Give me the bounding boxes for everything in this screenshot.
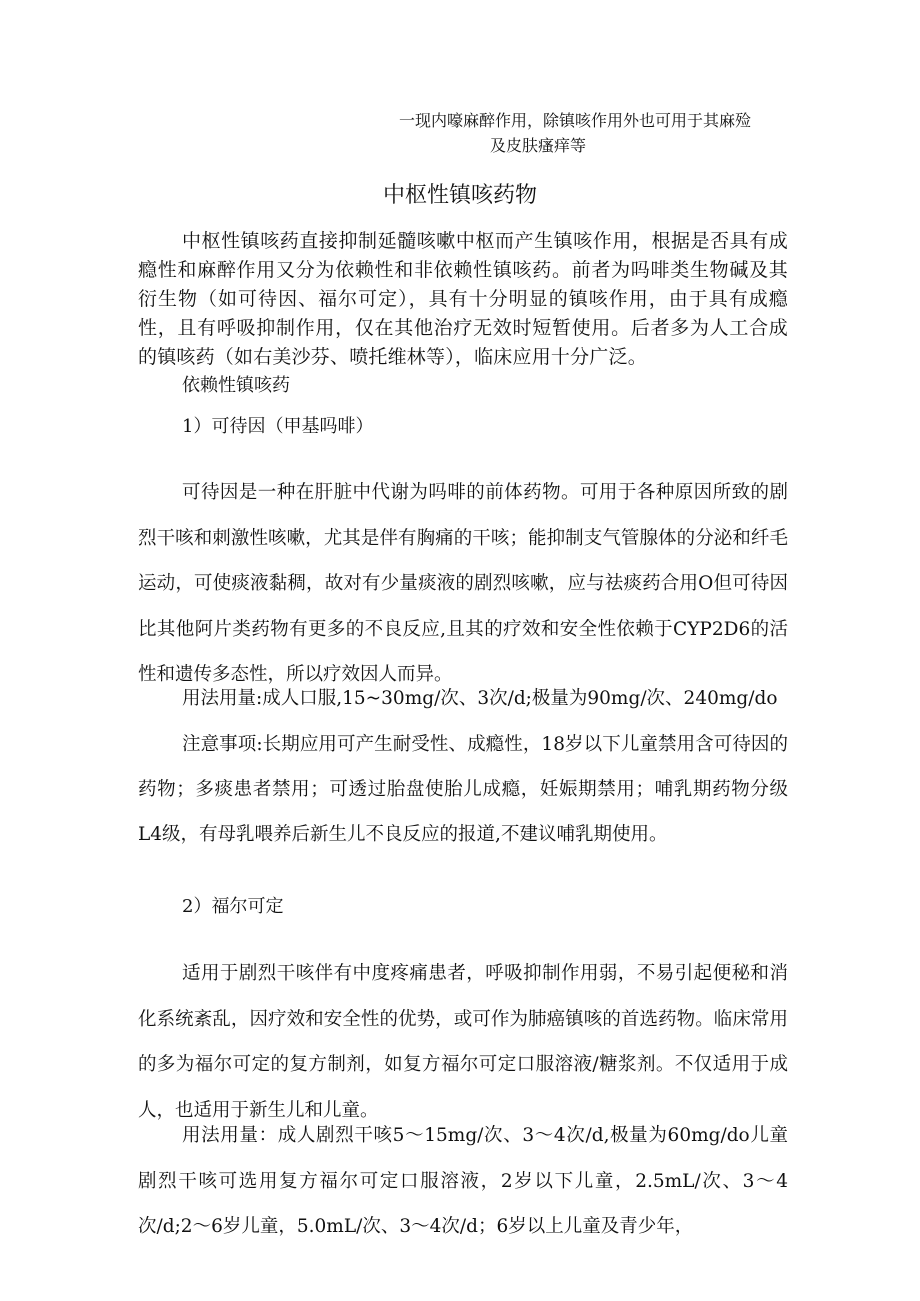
codeine-precautions: 注意事项:长期应用可产生耐受性、成瘾性，18岁以下儿童禁用含可待因的药物；多痰患者禁用；可透过胎盘使胎儿成瘾，妊娠期禁用；哺乳期药物分级L4级，有母乳喂养后新生儿不良反应的报道,不建议哺乳期使用。	[138, 734, 788, 845]
page-title: 中枢性镇咳药物	[382, 183, 537, 208]
intro-paragraph: 中枢性镇咳药直接抑制延髓咳嗽中枢而产生镇咳作用，根据是否具有成瘾性和麻醉作用又分为依赖性和非依赖性镇咳药。前者为吗啡类生物碱及其衍生物（如可待因、福尔可定），具有十分明显的镇咳作用，由于具有成瘾性，且有呼吸抑制作用，仅在其他治疗无效时短暂使用。后者多为人工合成的镇咳药（如右美沙芬、喷托维林等），临床应用十分广泛。	[138, 230, 788, 368]
codeine-dosage: 用法用量:成人口服,15~30mg/次、3次/d;极量为90mg/次、240mg/do	[182, 688, 778, 709]
pholcodine-description: 适用于剧烈干咳伴有中度疼痛患者，呼吸抑制作用弱，不易引起便秘和消化系统紊乱，因疗效和安全性的优势，或可作为肺癌镇咳的首选药物。临床常用的多为福尔可定的复方制剂，如复方福尔可定口服溶液/糖浆剂。不仅适用于成人，也适用于新生儿和儿童。	[138, 963, 788, 1121]
header-fragment-line2: 及皮肤瘙痒等	[490, 136, 587, 155]
header-fragment-line1: 一现内嚎麻醉作用，除镇咳作用外也可用于其麻殓	[399, 111, 752, 130]
drug-title-codeine: 1）可待因（甲基吗啡）	[182, 416, 374, 437]
drug-title-pholcodine: 2）福尔可定	[182, 896, 284, 917]
section-heading: 依赖性镇咳药	[182, 375, 290, 396]
codeine-description: 可待因是一种在肝脏中代谢为吗啡的前体药物。可用于各种原因所致的剧烈干咳和刺激性咳嗽，尤其是伴有胸痛的干咳；能抑制支气管腺体的分泌和纤毛运动，可使痰液黏稠，故对有少量痰液的剧烈咳嗽，应与祛痰药合用O但可待因比其他阿片类药物有更多的不良反应,且其的疗效和安全性依赖于CYP2D6的活性和遗传多态性，所以疗效因人而异。	[138, 482, 788, 686]
pholcodine-dosage: 用法用量：成人剧烈干咳5～15mg∕次、3～4次∕d,极量为60mg/do儿童剧烈干咳可选用复方福尔可定口服溶液，2岁以下儿童，2.5mL∕次、3～4次/d;2～6岁儿童，5.0mL∕次、3～4次/d；6岁以上儿童及青少年，	[138, 1125, 788, 1238]
